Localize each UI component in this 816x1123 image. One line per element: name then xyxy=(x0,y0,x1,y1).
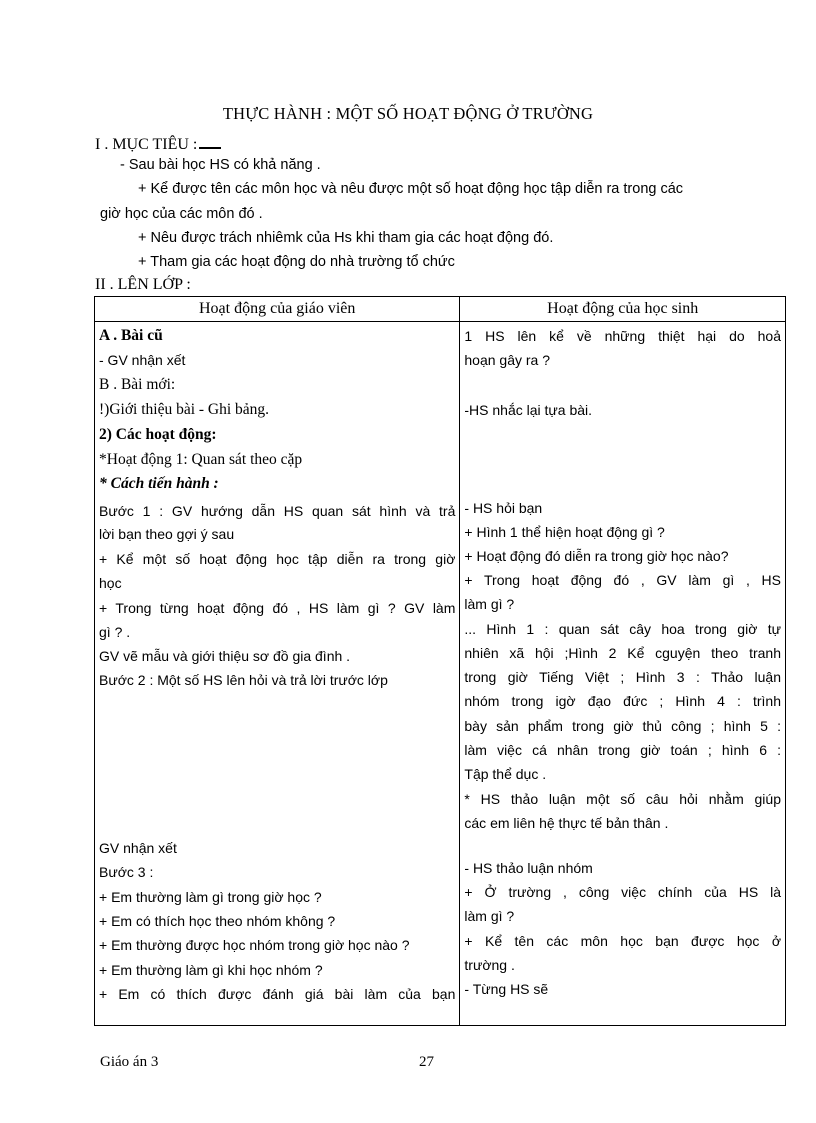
teacher-column-header: Hoạt động của giáo viên xyxy=(95,297,460,322)
footer-label: Giáo án 3 xyxy=(100,1054,159,1070)
teacher-line: + Em thường làm gì trong giờ học ? xyxy=(99,889,322,905)
student-line: + Trong hoạt động đó , GV làm gì , HS xyxy=(464,572,781,588)
student-line: ... Hình 1 : quan sát cây hoa trong giờ tự xyxy=(464,621,781,637)
lesson-table xyxy=(94,296,786,1026)
objective-line: giờ học của các môn đó . xyxy=(100,206,263,222)
teacher-line: + Em có thích học theo nhóm không ? xyxy=(99,913,336,929)
student-line: làm gì ? xyxy=(464,908,515,924)
student-activities-cell xyxy=(460,322,786,1026)
teacher-line: Bước 3 : xyxy=(99,864,154,880)
objective-line: + Tham gia các hoạt động do nhà trường tổ chức xyxy=(138,254,455,270)
student-line: bày sản phẩm trong giờ thủ công ; hình 5 : xyxy=(464,718,781,734)
student-line: - HS thảo luận nhóm xyxy=(464,860,593,876)
teacher-line: + Em thường được học nhóm trong giờ học nào ? xyxy=(99,937,410,953)
page-title: THỰC HÀNH : MỘT SỐ HOẠT ĐỘNG Ở TRƯỜNG xyxy=(222,104,594,123)
student-line: + Hoạt động đó diễn ra trong giờ học nào? xyxy=(464,548,729,564)
teacher-line: !)Giới thiệu bài - Ghi bảng. xyxy=(99,401,270,418)
teacher-line: * Cách tiến hành : xyxy=(99,475,219,492)
student-line: - Từng HS sẽ xyxy=(464,981,549,997)
page-number: 27 xyxy=(419,1054,434,1070)
student-line: -HS nhắc lại tựa bài. xyxy=(464,402,593,418)
student-line: trường . xyxy=(464,957,515,973)
student-line: làm gì ? xyxy=(464,596,515,612)
student-line: nhóm trong igờ đạo đức ; Hình 4 : trình xyxy=(464,693,781,709)
teacher-line: B . Bài mới: xyxy=(99,376,176,393)
objective-line: - Sau bài học HS có khả năng . xyxy=(120,157,321,173)
objective-line: + Kể được tên các môn học và nêu được một số hoạt động học tập diễn ra trong các xyxy=(138,181,684,197)
teacher-line: + Em có thích được đánh giá bài làm của bạn xyxy=(99,986,456,1002)
teacher-line: Bước 1 : GV hướng dẫn HS quan sát hình và trả xyxy=(99,503,456,519)
student-line: 1 HS lên kể về những thiệt hại do hoả xyxy=(464,328,781,344)
student-column-header: Hoạt động của học sinh xyxy=(460,297,786,322)
teacher-line: A . Bài cũ xyxy=(99,327,163,344)
teacher-line: - GV nhận xết xyxy=(99,352,186,368)
student-line: Tập thể dục . xyxy=(464,766,547,782)
student-line: làm việc cá nhân trong giờ toán ; hình 6 : xyxy=(464,742,781,758)
student-line: trong giờ Tiếng Việt ; Hình 3 : Thảo luận xyxy=(464,669,781,685)
student-line: + Hình 1 thể hiện hoạt động gì ? xyxy=(464,524,665,540)
student-line: các em liên hệ thực tế bản thân . xyxy=(464,815,669,831)
student-line: * HS thảo luận một số câu hỏi nhằm giúp xyxy=(464,791,781,807)
lesson-heading: II . LÊN LỚP : xyxy=(95,276,191,293)
teacher-line: 2) Các hoạt động: xyxy=(99,426,217,443)
teacher-activities-cell xyxy=(95,322,460,1026)
teacher-line: + Kể một số hoạt động học tập diễn ra trong giờ xyxy=(99,551,456,567)
teacher-line: học xyxy=(99,575,122,591)
teacher-line: + Trong từng hoạt động đó , HS làm gì ? GV làm xyxy=(99,600,456,616)
teacher-line: *Hoạt động 1: Quan sát theo cặp xyxy=(99,451,303,468)
teacher-line: gì ? . xyxy=(99,624,131,640)
teacher-line: GV nhận xết xyxy=(99,840,177,856)
teacher-line: + Em thường làm gì khi học nhóm ? xyxy=(99,962,323,978)
teacher-line: lời bạn theo gợi ý sau xyxy=(99,526,235,542)
student-line: + Ở trường , công việc chính của HS là xyxy=(464,884,781,900)
objectives-heading-text: I . MỤC TIÊU : xyxy=(95,136,198,153)
student-line: + Kể tên các môn học bạn được học ở xyxy=(464,933,781,949)
student-line: - HS hỏi bạn xyxy=(464,500,543,516)
blank-underline xyxy=(199,133,221,149)
teacher-line: Bước 2 : Một số HS lên hỏi và trả lời trước lớp xyxy=(99,672,388,688)
student-line: nhiên xã hội ;Hình 2 Kể cguyện theo tranh xyxy=(464,645,781,661)
objective-line: + Nêu được trách nhiêmk của Hs khi tham gia các hoạt động đó. xyxy=(138,230,554,246)
student-line: hoạn gây ra ? xyxy=(464,352,551,368)
teacher-line: GV vẽ mẫu và giới thiệu sơ đồ gia đình . xyxy=(99,648,351,664)
objectives-heading xyxy=(95,133,221,154)
